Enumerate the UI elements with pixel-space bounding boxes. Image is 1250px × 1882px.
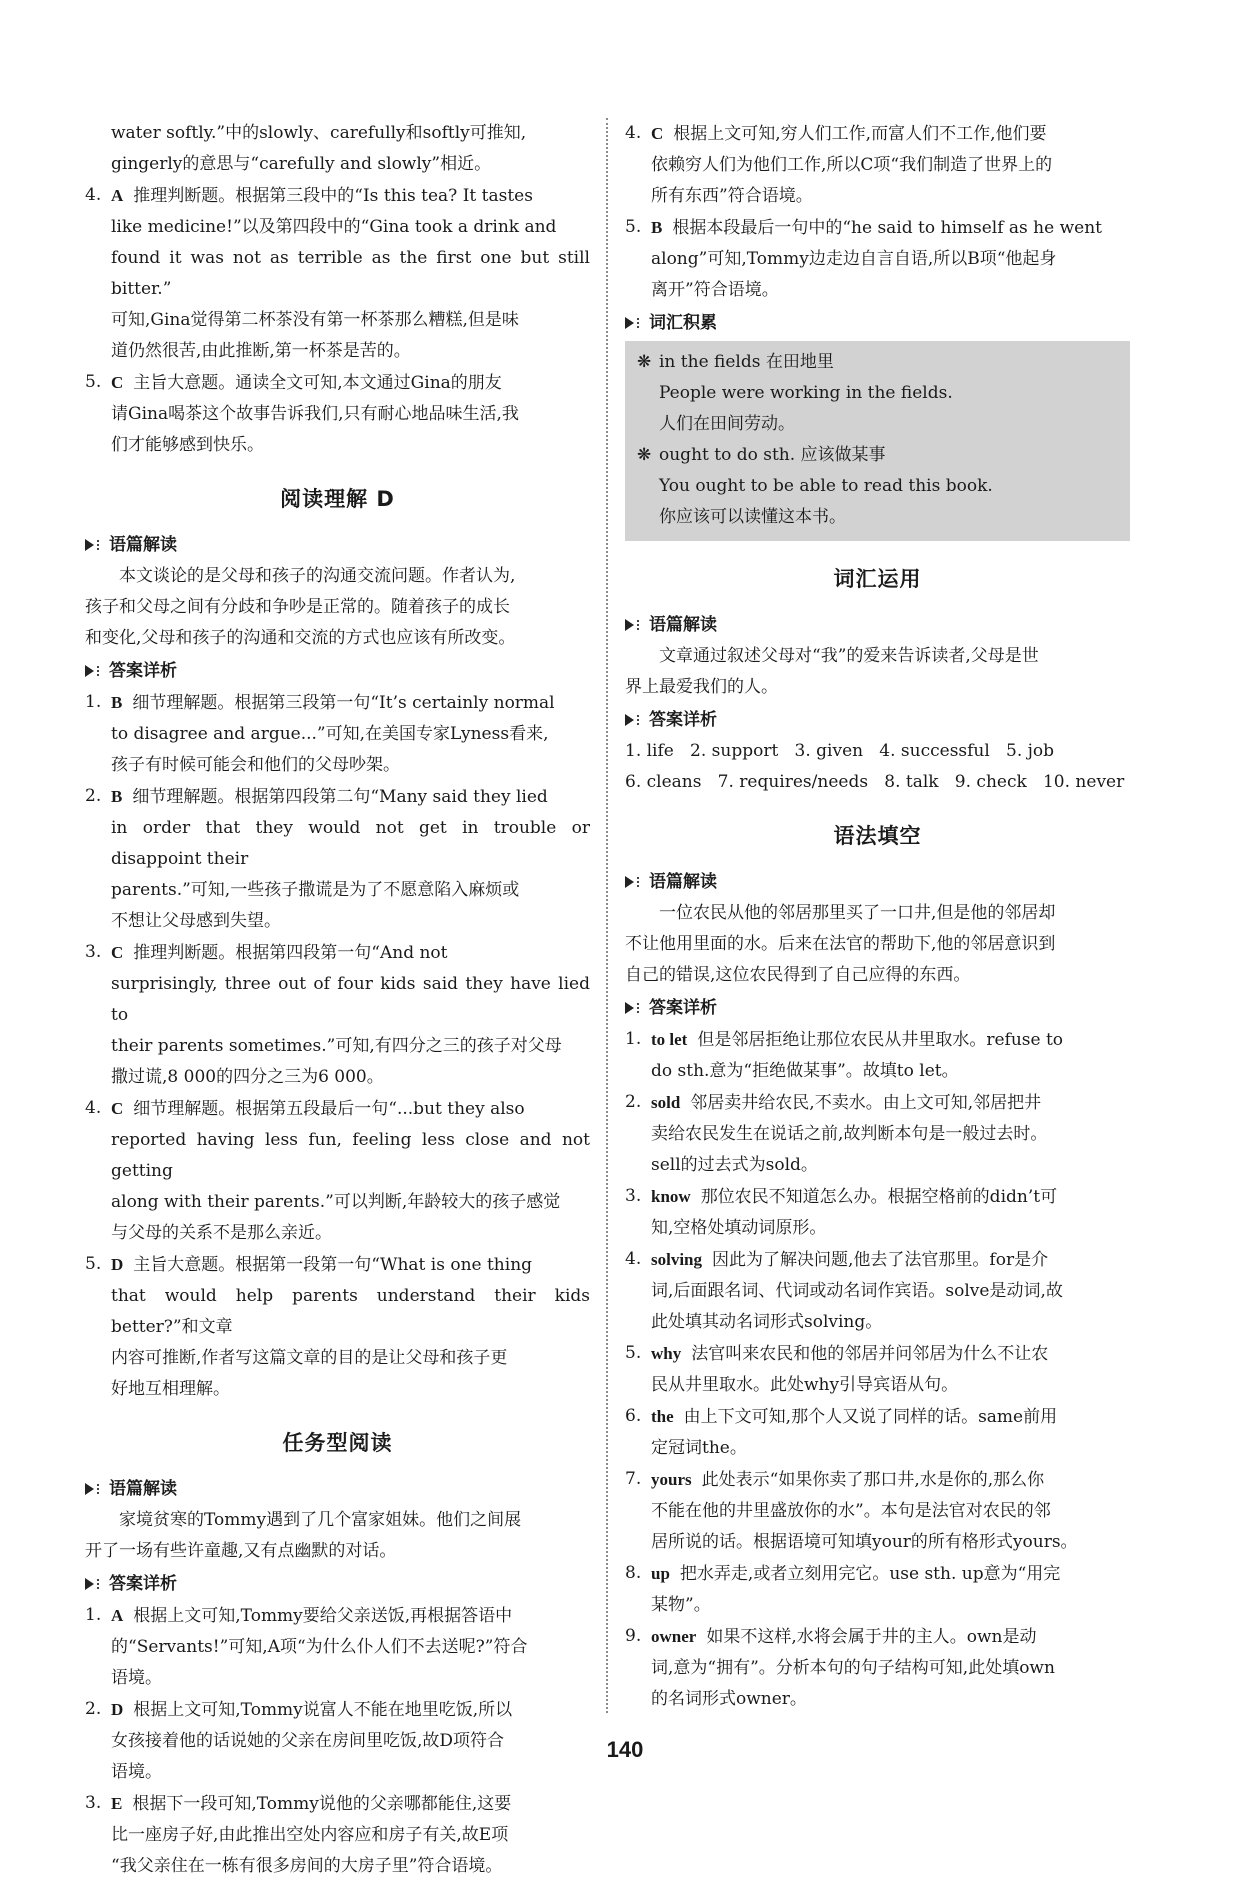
- answer-item: [85, 1600, 590, 1694]
- text-line: 根据上文可知,Tommy说富人不能在地里吃饭,所以: [133, 1700, 513, 1720]
- item-number: 4.: [85, 1098, 102, 1118]
- answer-item: [625, 1181, 1130, 1244]
- text-line: 语境。: [111, 1762, 162, 1782]
- item-number: 3.: [85, 1793, 102, 1813]
- text-line: 词,意为“拥有”。分析本句的句子结构可知,此处填own: [651, 1658, 1055, 1678]
- text-line: 细节理解题。根据第三段第一句“It’s certainly normal: [132, 693, 555, 713]
- answer-word: up: [651, 1564, 670, 1583]
- text-line: 某物”。: [651, 1595, 711, 1615]
- text-line: 依赖穷人们为他们工作,所以C项“我们制造了世界上的: [651, 155, 1053, 175]
- text-line: 孩子有时候可能会和他们的父母吵架。: [111, 755, 400, 775]
- item-number: 3.: [625, 1186, 642, 1206]
- text-line: 主旨大意题。根据第一段第一句“What is one thing: [133, 1255, 533, 1275]
- text-line: 但是邻居拒绝让那位农民从井里取水。refuse to: [697, 1030, 1064, 1050]
- answer-line: 6. cleans 7. requires/needs 8. talk 9. check 10. never: [625, 772, 1125, 792]
- answer-word: know: [651, 1187, 691, 1206]
- triangle-marker-icon: [625, 714, 634, 726]
- subsection-heading: 答案详析: [625, 706, 1130, 734]
- text-line: reported having less fun, feeling less close and not getting: [111, 1130, 590, 1181]
- text-line: 词,后面跟名词、代词或动名词作宾语。solve是动词,故: [651, 1281, 1063, 1301]
- answer-word: to let: [651, 1030, 688, 1049]
- triangle-marker-icon: [85, 539, 94, 551]
- answer-item: [625, 1464, 1130, 1558]
- text-line: in order that they would not get in trouble or disappoint their: [111, 818, 590, 869]
- answer-letter: D: [111, 1255, 124, 1274]
- answer-item: [625, 1401, 1130, 1464]
- answer-word: yours: [651, 1470, 692, 1489]
- text-line: 推理判断题。根据第三段中的“Is this tea? It tastes: [133, 186, 533, 206]
- answer-letter: C: [651, 124, 664, 143]
- dotted-marker-icon: [637, 318, 643, 328]
- text-line: 界上最爱我们的人。: [625, 677, 778, 697]
- vocab-phrase: ought to do sth. 应该做某事: [659, 445, 886, 465]
- text-line: like medicine!”以及第四段中的“Gina took a drink and: [111, 217, 557, 237]
- item-number: 1.: [625, 1029, 642, 1049]
- answer-letter: C: [111, 1099, 124, 1118]
- text-line: 和变化,父母和孩子的沟通和交流的方式也应该有所改变。: [85, 628, 516, 648]
- vocab-example-zh: 人们在田间劳动。: [659, 414, 795, 434]
- text-line: 的名词形式owner。: [651, 1689, 807, 1709]
- item-number: 5.: [625, 1343, 642, 1363]
- answer-letter: C: [111, 373, 124, 392]
- text-line: 一位农民从他的邻居那里买了一口井,但是他的邻居却: [659, 903, 1056, 923]
- dotted-marker-icon: [97, 1579, 103, 1589]
- item-number: 7.: [625, 1469, 642, 1489]
- answer-line: 1. life 2. support 3. given 4. successful 5. job: [625, 741, 1055, 761]
- text-line: 此处填其动名词形式solving。: [651, 1312, 883, 1332]
- text-line: 的“Servants!”可知,A项“为什么仆人们不去送呢?”符合: [111, 1637, 528, 1657]
- item-number: 9.: [625, 1626, 642, 1646]
- vocab-example-en: People were working in the fields.: [659, 383, 953, 403]
- text-line: 那位农民不知道怎么办。根据空格前的didn’t可: [700, 1187, 1058, 1207]
- vocab-phrase: in the fields 在田地里: [659, 352, 834, 372]
- text-line: 内容可推断,作者写这篇文章的目的是让父母和孩子更: [111, 1348, 508, 1368]
- subsection-heading: 语篇解读: [85, 1475, 590, 1503]
- asterisk-icon: ❋: [637, 445, 652, 465]
- text-line: 道仍然很苦,由此推断,第一杯茶是苦的。: [111, 341, 411, 361]
- answer-letter: D: [111, 1700, 124, 1719]
- text-line: sell的过去式为sold。: [651, 1155, 818, 1175]
- answer-letter: B: [111, 787, 123, 806]
- text-line: 法官叫来农民和他的邻居并问邻居为什么不让农: [691, 1344, 1049, 1364]
- section-title: 任务型阅读: [282, 1431, 393, 1455]
- text-line: 根据上文可知,Tommy要给父亲送饭,再根据答语中: [133, 1606, 513, 1626]
- triangle-marker-icon: [85, 1483, 94, 1495]
- answer-item: [85, 1093, 590, 1249]
- asterisk-icon: ❋: [637, 352, 652, 372]
- answer-word: sold: [651, 1093, 681, 1112]
- dotted-marker-icon: [637, 715, 643, 725]
- answer-item: [625, 1621, 1130, 1715]
- text-line: along with their parents.”可以判断,年龄较大的孩子感觉: [111, 1192, 561, 1212]
- text-line: 定冠词the。: [651, 1438, 747, 1458]
- text-line: water softly.”中的slowly、carefully和softly可推知,: [111, 123, 527, 143]
- text-line: 细节理解题。根据第五段最后一句“...but they also: [133, 1099, 525, 1119]
- triangle-marker-icon: [625, 317, 634, 329]
- text-line: 根据本段最后一句中的“he said to himself as he went: [672, 218, 1102, 238]
- subsection-heading: 答案详析: [85, 1570, 590, 1598]
- answer-letter: B: [651, 218, 663, 237]
- answer-item: [85, 1249, 590, 1405]
- answer-word: the: [651, 1407, 674, 1426]
- answer-item: [85, 367, 590, 461]
- text-line: 文章通过叙述父母对“我”的爱来告诉读者,父母是世: [659, 646, 1039, 666]
- subsection-heading: 语篇解读: [85, 531, 590, 559]
- item-number: 1.: [85, 1605, 102, 1625]
- text-line: “我父亲住在一栋有很多房间的大房子里”符合语境。: [111, 1856, 503, 1876]
- section-title: 词汇运用: [833, 567, 922, 591]
- text-line: 与父母的关系不是那么亲近。: [111, 1223, 332, 1243]
- text-line: 不想让父母感到失望。: [111, 911, 281, 931]
- text-line: 卖给农民发生在说话之前,故判断本句是一般过去时。: [651, 1124, 1048, 1144]
- text-line: 女孩接着他的话说她的父亲在房间里吃饭,故D项符合: [111, 1731, 505, 1751]
- column-divider: [606, 118, 608, 1713]
- answer-item: [625, 1087, 1130, 1181]
- triangle-marker-icon: [625, 619, 634, 631]
- text-line: that would help parents understand their kids better?”和文章: [111, 1286, 590, 1337]
- text-line: 好地互相理解。: [111, 1379, 230, 1399]
- page-number: 140: [606, 1737, 644, 1762]
- answer-item: [625, 1244, 1130, 1338]
- text-line: 因此为了解决问题,他去了法官那里。for是介: [712, 1250, 1049, 1270]
- answer-word: solving: [651, 1250, 703, 1269]
- continued-text: [85, 118, 590, 180]
- vocabulary-box: [625, 341, 1130, 541]
- answer-item: [625, 1558, 1130, 1621]
- item-number: 5.: [85, 1254, 102, 1274]
- text-line: 知,空格处填动词原形。: [651, 1218, 827, 1238]
- text-line: 根据下一段可知,Tommy说他的父亲哪都能住,这要: [132, 1794, 512, 1814]
- dotted-marker-icon: [637, 877, 643, 887]
- answer-letter: B: [111, 693, 123, 712]
- text-line: 把水弄走,或者立刻用完它。use sth. up意为“用完: [679, 1564, 1061, 1584]
- text-line: 离开”符合语境。: [651, 280, 779, 300]
- answer-letter: A: [111, 1606, 124, 1625]
- text-line: 居所说的话。根据语境可知填your的所有格形式yours。: [651, 1532, 1078, 1552]
- section-title: 阅读理解 D: [280, 487, 395, 511]
- item-number: 4.: [625, 123, 642, 143]
- subsection-heading: 答案详析: [85, 657, 590, 685]
- item-number: 8.: [625, 1563, 642, 1583]
- answer-item: [625, 1024, 1130, 1087]
- text-line: 本文谈论的是父母和孩子的沟通交流问题。作者认为,: [119, 566, 516, 586]
- item-number: 6.: [625, 1406, 642, 1426]
- text-line: 所有东西”符合语境。: [651, 186, 813, 206]
- triangle-marker-icon: [85, 1578, 94, 1590]
- text-line: 邻居卖井给农民,不卖水。由上文可知,邻居把井: [690, 1093, 1042, 1113]
- answer-item: [85, 781, 590, 937]
- dotted-marker-icon: [97, 540, 103, 550]
- triangle-marker-icon: [625, 876, 634, 888]
- text-line: 如果不这样,水将会属于井的主人。own是动: [706, 1627, 1037, 1647]
- answer-item: [625, 212, 1130, 306]
- text-line: 们才能够感到快乐。: [111, 435, 264, 455]
- answer-letter: E: [111, 1794, 123, 1813]
- text-line: 撒过谎,8 000的四分之三为6 000。: [111, 1067, 384, 1087]
- answer-item: [625, 1338, 1130, 1401]
- text-line: 请Gina喝茶这个故事告诉我们,只有耐心地品味生活,我: [111, 404, 519, 424]
- subsection-heading: 词汇积累: [625, 309, 1130, 337]
- text-line: their parents sometimes.”可知,有四分之三的孩子对父母: [111, 1036, 562, 1056]
- item-number: 5.: [625, 217, 642, 237]
- item-number: 2.: [85, 786, 102, 806]
- answer-item: [625, 118, 1130, 212]
- text-line: found it was not as terrible as the first one but still bitter.”: [111, 248, 590, 299]
- text-line: 此处表示“如果你卖了那口井,水是你的,那么你: [701, 1470, 1045, 1490]
- text-line: 孩子和父母之间有分歧和争吵是正常的。随着孩子的成长: [85, 597, 510, 617]
- subsection-heading: 语篇解读: [625, 868, 1130, 896]
- vocab-example-zh: 你应该可以读懂这本书。: [659, 507, 846, 527]
- text-line: surprisingly, three out of four kids said they have lied to: [111, 974, 590, 1025]
- answer-item: [85, 687, 590, 781]
- triangle-marker-icon: [625, 1002, 634, 1014]
- left-column: [85, 118, 590, 1882]
- answer-item: [85, 937, 590, 1093]
- text-line: 不能在他的井里盛放你的水”。本句是法官对农民的邻: [651, 1501, 1051, 1521]
- right-column: [625, 118, 1130, 1715]
- text-line: 根据上文可知,穷人们工作,而富人们不工作,他们要: [673, 124, 1047, 144]
- item-number: 4.: [85, 185, 102, 205]
- dotted-marker-icon: [97, 666, 103, 676]
- text-line: 主旨大意题。通读全文可知,本文通过Gina的朋友: [133, 373, 502, 393]
- text-line: gingerly的意思与“carefully and slowly”相近。: [111, 154, 492, 174]
- section-title: 语法填空: [833, 824, 922, 848]
- item-number: 1.: [85, 692, 102, 712]
- triangle-marker-icon: [85, 665, 94, 677]
- answer-item: [85, 1788, 590, 1882]
- subsection-heading: 语篇解读: [625, 611, 1130, 639]
- text-line: do sth.意为“拒绝做某事”。故填to let。: [651, 1061, 959, 1081]
- text-line: 推理判断题。根据第四段第一句“And not: [133, 943, 448, 963]
- text-line: 细节理解题。根据第四段第二句“Many said they lied: [132, 787, 548, 807]
- text-line: 比一座房子好,由此推出空处内容应和房子有关,故E项: [111, 1825, 509, 1845]
- vocab-example-en: You ought to be able to read this book.: [659, 476, 993, 496]
- text-line: 民从井里取水。此处why引导宾语从句。: [651, 1375, 959, 1395]
- dotted-marker-icon: [97, 1484, 103, 1494]
- text-line: 开了一场有些许童趣,又有点幽默的对话。: [85, 1541, 397, 1561]
- text-line: 可知,Gina觉得第二杯茶没有第一杯茶那么糟糕,但是味: [111, 310, 519, 330]
- text-line: 家境贫寒的Tommy遇到了几个富家姐妹。他们之间展: [119, 1510, 522, 1530]
- subsection-heading: 答案详析: [625, 994, 1130, 1022]
- answer-word: why: [651, 1344, 682, 1363]
- text-line: parents.”可知,一些孩子撒谎是为了不愿意陷入麻烦或: [111, 880, 520, 900]
- dotted-marker-icon: [637, 620, 643, 630]
- item-number: 4.: [625, 1249, 642, 1269]
- item-number: 2.: [625, 1092, 642, 1112]
- answer-letter: C: [111, 943, 124, 962]
- item-number: 2.: [85, 1699, 102, 1719]
- answer-letter: A: [111, 186, 124, 205]
- text-line: 自己的错误,这位农民得到了自己应得的东西。: [625, 965, 971, 985]
- item-number: 5.: [85, 372, 102, 392]
- text-line: along”可知,Tommy边走边自言自语,所以B项“他起身: [651, 249, 1057, 269]
- text-line: to disagree and argue...”可知,在美国专家Lyness看来,: [111, 724, 549, 744]
- dotted-marker-icon: [637, 1003, 643, 1013]
- text-line: 由上下文可知,那个人又说了同样的话。same前用: [683, 1407, 1058, 1427]
- item-number: 3.: [85, 942, 102, 962]
- answer-word: owner: [651, 1627, 697, 1646]
- text-line: 语境。: [111, 1668, 162, 1688]
- text-line: 不让他用里面的水。后来在法官的帮助下,他的邻居意识到: [625, 934, 1056, 954]
- answer-item: [85, 180, 590, 367]
